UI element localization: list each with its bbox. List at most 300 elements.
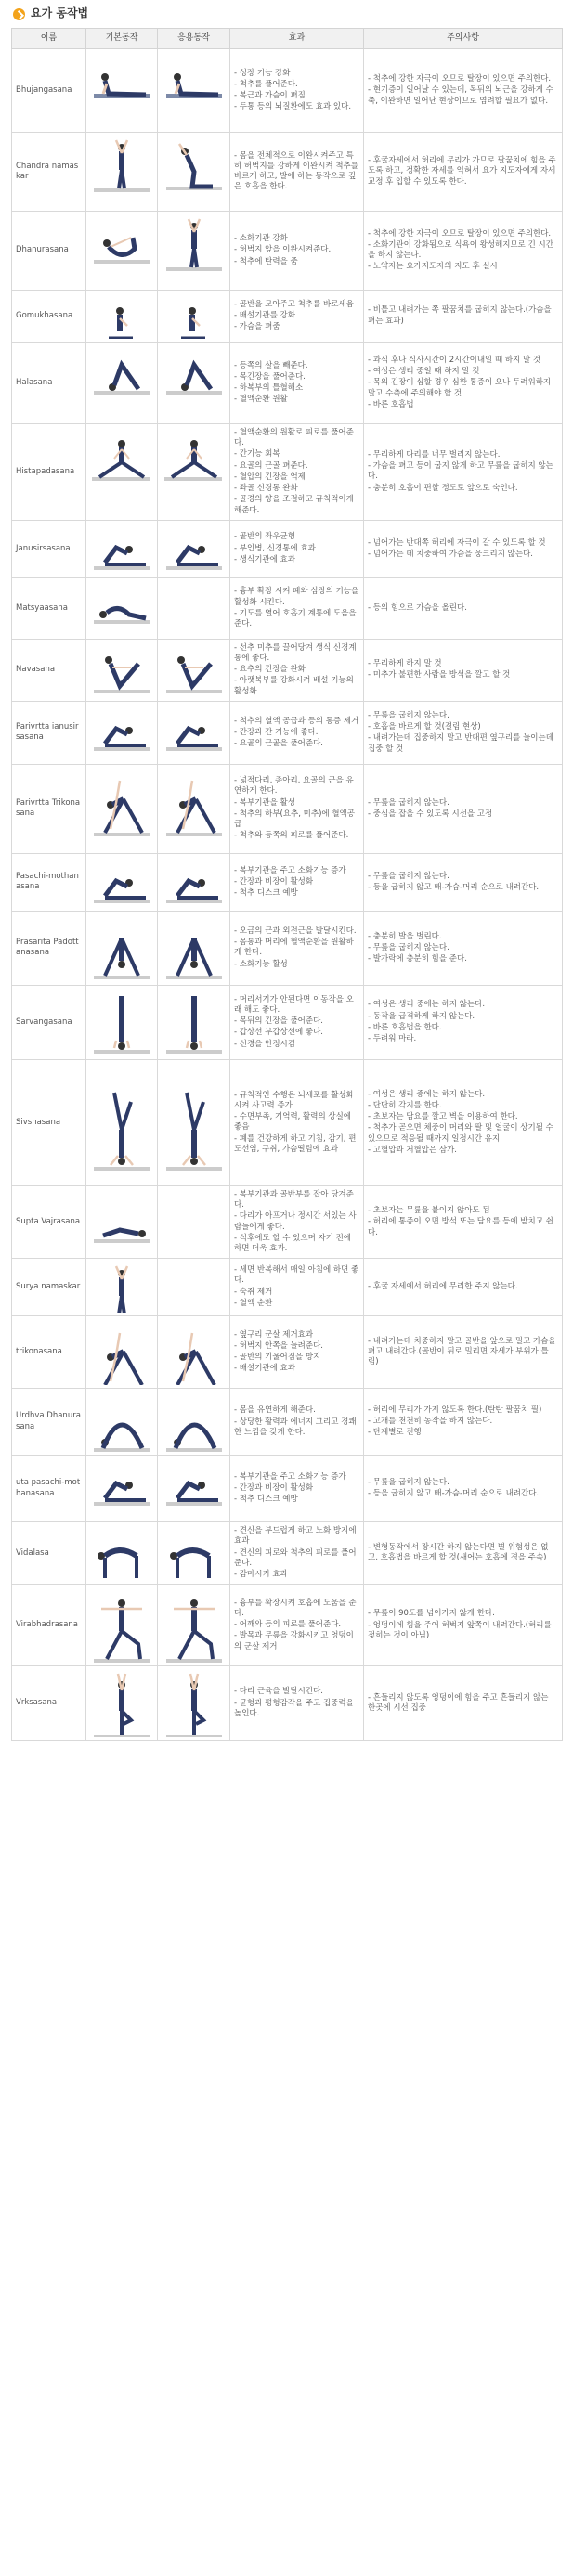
effect-item: - 골반을 모아주고 척추를 바로세움 <box>234 299 354 309</box>
cautions-cell <box>364 639 563 701</box>
basic-pose-cell <box>86 49 158 133</box>
basic-pose-figure <box>88 643 155 696</box>
table-row <box>12 911 563 985</box>
caution-item: - 허리에 무리가 가지 않도록 한다.(탄탄 팔꿈치 필) <box>368 1405 542 1415</box>
basic-pose-cell <box>86 764 158 853</box>
effects-cell <box>230 212 364 291</box>
table-row <box>12 1316 563 1389</box>
cautions-cell <box>364 49 563 133</box>
caution-item: - 비틀고 내려가는 쪽 팔꿈치를 굽히지 않는다.(가슴을 펴는 효과) <box>368 305 552 326</box>
basic-pose-figure <box>88 1320 155 1385</box>
table-row <box>12 424 563 521</box>
table-row <box>12 133 563 212</box>
table-row <box>12 343 563 424</box>
pose-name: Gomukhasana <box>12 291 86 343</box>
basic-pose-figure <box>88 1588 155 1663</box>
effects-cell <box>230 520 364 577</box>
table-row <box>12 1059 563 1185</box>
effects-cell <box>230 1316 364 1389</box>
basic-pose-figure <box>88 215 155 287</box>
caution-item: - 여성은 생리 중에는 하지 않는다. <box>368 1089 486 1099</box>
effects-cell <box>230 1185 364 1258</box>
basic-pose-cell <box>86 1259 158 1316</box>
applied-pose-cell <box>158 343 230 424</box>
caution-item: - 허리에 통증이 오면 방석 또는 담요를 등에 받치고 쉰다. <box>368 1217 553 1237</box>
basic-pose-figure <box>88 1670 155 1737</box>
effect-item: - 척추에 탄력을 줌 <box>234 256 298 266</box>
table-row <box>12 853 563 911</box>
effect-item: - 오금의 근과 외전근을 발달시킨다. <box>234 926 357 936</box>
effects-cell <box>230 701 364 764</box>
applied-pose-cell <box>158 291 230 343</box>
effects-cell <box>230 1585 364 1666</box>
pose-name: Supta Vajrasana <box>12 1185 86 1258</box>
effect-item: - 척추 디스크 예방 <box>234 887 298 898</box>
caution-item: - 충분히 호흡이 편할 정도로 앞으로 숙인다. <box>368 483 518 493</box>
pose-name: Halasana <box>12 343 86 424</box>
effects-cell <box>230 985 364 1059</box>
applied-pose-figure <box>161 53 228 129</box>
basic-pose-figure <box>88 1459 155 1519</box>
header-cautions: 주의사항 <box>364 29 563 49</box>
effect-item: - 골반의 기울어짐을 방지 <box>234 1353 321 1363</box>
applied-pose-figure <box>161 346 228 421</box>
effects-cell <box>230 1666 364 1741</box>
effects-cell <box>230 1259 364 1316</box>
effect-item: - 식후에도 할 수 있으며 자기 전에 하면 더욱 효과. <box>234 1233 352 1253</box>
cautions-cell <box>364 764 563 853</box>
caution-item: - 척추에 강한 자극이 오므로 탈장이 있으면 주의한다. <box>368 228 552 239</box>
caution-item: - 여성은 생리 중일 때 하지 말 것 <box>368 367 480 377</box>
basic-pose-cell <box>86 853 158 911</box>
cautions-cell <box>364 520 563 577</box>
caution-item: - 단단히 각지를 한다. <box>368 1100 442 1110</box>
effect-item: - 신경을 안정시킴 <box>234 1039 295 1049</box>
table-row <box>12 520 563 577</box>
effect-item: - 소화기능 활성 <box>234 959 288 969</box>
caution-item: - 무리하게 하지 말 것 <box>368 659 442 669</box>
caution-item: - 무릎을 굽히지 않는다. <box>368 710 449 720</box>
cautions-cell <box>364 1316 563 1389</box>
effect-item: - 몸통과 머리에 혈액순환을 원활하게 한다. <box>234 938 354 958</box>
effect-item: - 다리 근육을 발달시킨다. <box>234 1687 323 1697</box>
table-row <box>12 291 563 343</box>
table-row <box>12 639 563 701</box>
effect-item: - 혈액순환 원활 <box>234 395 288 405</box>
effect-item: - 배설기관를 강화 <box>234 310 295 320</box>
applied-pose-figure <box>161 1320 228 1385</box>
effect-item: - 생식기관에 효과 <box>234 554 295 564</box>
applied-pose-figure <box>161 1392 228 1452</box>
applied-pose-figure <box>161 524 228 574</box>
basic-pose-figure <box>88 431 155 512</box>
pose-name: Surya namaskar <box>12 1259 86 1316</box>
caution-item: - 무릎을 굽히지 않는다. <box>368 871 449 881</box>
effect-item: - 숙취 제거 <box>234 1287 273 1297</box>
basic-pose-cell <box>86 639 158 701</box>
effect-item: - 기도를 열어 호흡기 계통에 도움을 준다. <box>234 608 357 628</box>
effect-item: - 혈압의 긴장을 억제 <box>234 472 306 482</box>
effects-cell <box>230 343 364 424</box>
pose-name: Sarvangasana <box>12 985 86 1059</box>
caution-item: - 노약자는 요가지도자의 지도 후 실시 <box>368 262 498 272</box>
applied-pose-cell <box>158 1185 230 1258</box>
cautions-cell <box>364 1522 563 1585</box>
applied-pose-cell <box>158 701 230 764</box>
effect-item: - 혈액순환의 원활로 피로를 풀어준다. <box>234 428 354 448</box>
yoga-pose-table <box>11 28 563 1741</box>
caution-item: - 흔들리지 않도록 엉덩이에 힘을 주고 흔들리지 않는 한곳에 시선 집중 <box>368 1692 549 1713</box>
effect-item: - 목긴장을 풀어준다. <box>234 371 306 382</box>
pose-name: Janusirsasana <box>12 520 86 577</box>
effect-item: - 복부기관을 활성 <box>234 797 295 808</box>
effect-item: - 요추의 긴장을 완화 <box>234 665 306 675</box>
effect-item: - 넓적다리, 종아리, 요골의 근을 유연하게 한다. <box>234 776 354 796</box>
caution-item: - 여성은 생리 중에는 하지 않는다. <box>368 1000 486 1010</box>
basic-pose-cell <box>86 133 158 212</box>
effect-item: - 두통 등의 뇌질환에도 효과 있다. <box>234 102 352 112</box>
applied-pose-figure <box>161 136 228 208</box>
caution-item: - 목의 긴장이 심할 경우 심한 통증이 오나 두려워하지 말고 수축에 주의해야 할 것 <box>368 378 552 398</box>
basic-pose-figure <box>88 1262 155 1313</box>
effect-item: - 척추 디스크 예방 <box>234 1495 298 1505</box>
table-header-row <box>12 29 563 49</box>
pose-name: Sivshasana <box>12 1059 86 1185</box>
caution-item: - 동작을 급격하게 하지 않는다. <box>368 1011 475 1021</box>
applied-pose-figure <box>161 1528 228 1578</box>
effect-item: - 세면 반복해서 매일 아침에 하면 좋다. <box>234 1265 359 1286</box>
table-row <box>12 1585 563 1666</box>
effects-cell <box>230 1059 364 1185</box>
effect-item: - 복부기관을 주고 소화기능 증가 <box>234 865 346 875</box>
check-bullet-icon <box>13 8 25 20</box>
pose-name: Parivrtta Trikonasana <box>12 764 86 853</box>
table-row <box>12 49 563 133</box>
effect-item: - 척추를 풀어준다. <box>234 79 298 89</box>
cautions-cell <box>364 1185 563 1258</box>
applied-pose-figure <box>161 857 228 907</box>
applied-pose-figure <box>161 914 228 981</box>
effect-item: - 허벅지 앞을 이완시켜준다. <box>234 245 332 255</box>
applied-pose-cell <box>158 764 230 853</box>
effect-item: - 가슴을 펴줌 <box>234 322 280 332</box>
effect-item: - 어깨와 등의 피로를 풀어준다. <box>234 1620 342 1630</box>
table-row <box>12 1666 563 1741</box>
effect-item: - 수면부족, 기억력, 활력의 상실에 좋음 <box>234 1112 352 1133</box>
pose-name: Vrksasana <box>12 1666 86 1741</box>
effect-item: - 선추 미추를 끌어당겨 생식 신경계통에 좋다. <box>234 642 357 663</box>
effect-item: - 발목과 무릎을 강화시키고 엉덩이의 군살 제거 <box>234 1631 354 1651</box>
caution-item: - 초보자는 담요를 깔고 벽을 이용하여 한다. <box>368 1112 518 1122</box>
basic-pose-figure <box>88 346 155 421</box>
basic-pose-figure <box>88 989 155 1055</box>
basic-pose-cell <box>86 1389 158 1456</box>
caution-item: - 변형동작에서 장시간 하지 않는다면 별 위험성은 없고, 호흡법을 바르게 할 것(새어는 호흡에 경을 주속) <box>368 1542 549 1563</box>
table-row <box>12 1522 563 1585</box>
caution-item: - 초보자는 무릎을 붙이지 않아도 됨 <box>368 1206 490 1216</box>
effect-item: - 복부기관을 주고 소화기능 증가 <box>234 1471 346 1482</box>
pose-name: Navasana <box>12 639 86 701</box>
effect-item: - 흉부 확장 시켜 폐와 심장의 기능을 활성화 시킨다. <box>234 587 359 607</box>
basic-pose-figure <box>88 705 155 760</box>
cautions-cell <box>364 424 563 521</box>
caution-item: - 등의 힘으로 가슴을 올린다. <box>368 602 467 613</box>
effect-item: - 상당한 활력과 에너지 그리고 경쾌한 느낌을 갖게 한다. <box>234 1417 357 1437</box>
effect-item: - 규칙적인 수행은 뇌세포를 활성화시켜 사고력 증가 <box>234 1090 354 1110</box>
basic-pose-cell <box>86 1666 158 1741</box>
cautions-cell <box>364 133 563 212</box>
cautions-cell <box>364 911 563 985</box>
effect-item: - 척추와 등쪽의 피로를 풀어준다. <box>234 831 349 841</box>
pose-name: Prasarita Padottanasana <box>12 911 86 985</box>
applied-pose-cell <box>158 1585 230 1666</box>
caution-item: - 가슴을 펴고 등이 굽지 않게 하고 무릎을 굽히지 않는다. <box>368 461 553 482</box>
effect-item: - 부인병, 신경통에 효과 <box>234 543 316 553</box>
caution-item: - 넘어가는 데 치중하여 가슴을 웅크리지 않는다. <box>368 549 533 559</box>
header-basic-pose: 기본동작 <box>86 29 158 49</box>
effect-item: - 다리가 아프거나 정시간 서있는 사람들에게 좋다. <box>234 1211 357 1232</box>
cautions-cell <box>364 1259 563 1316</box>
applied-pose-cell <box>158 1059 230 1185</box>
effect-item: - 몸을 유연하게 해준다. <box>234 1405 316 1416</box>
basic-pose-figure <box>88 1193 155 1252</box>
applied-pose-cell <box>158 985 230 1059</box>
basic-pose-cell <box>86 1059 158 1185</box>
effect-item: - 흉부를 확장시켜 호흡에 도움을 준다. <box>234 1598 357 1618</box>
basic-pose-figure <box>88 136 155 208</box>
basic-pose-cell <box>86 212 158 291</box>
effect-item: - 골경의 양을 조절하고 규칙적이게 해준다. <box>234 495 354 515</box>
cautions-cell <box>364 1059 563 1185</box>
table-row <box>12 577 563 639</box>
basic-pose-cell <box>86 1585 158 1666</box>
cautions-cell <box>364 1456 563 1522</box>
effects-cell <box>230 911 364 985</box>
caution-item: - 척추가 곧으면 체중이 머리와 팔 및 얼굴이 상기될 수 있으므로 적응될 때까지 일정시간 유지 <box>368 1123 553 1144</box>
effect-item: - 요골의 근골을 풀어준다. <box>234 738 323 748</box>
effect-item: - 성장 기능 강화 <box>234 68 291 78</box>
effect-item: - 간장과 비장이 활성화 <box>234 1483 314 1494</box>
caution-item: - 소화기관이 강화됨으로 식욕이 왕성해지므로 긴 시간을 하지 않는다. <box>368 239 553 260</box>
effects-cell <box>230 639 364 701</box>
effect-item: - 혈액 순환 <box>234 1298 273 1308</box>
basic-pose-cell <box>86 424 158 521</box>
effects-cell <box>230 577 364 639</box>
effects-cell <box>230 291 364 343</box>
basic-pose-cell <box>86 577 158 639</box>
pose-name: Matsyaasana <box>12 577 86 639</box>
applied-pose-cell <box>158 520 230 577</box>
caution-item: - 넘어가는 반대쪽 허리에 자극이 갈 수 있도록 할 것 <box>368 537 546 548</box>
effect-item: - 척추의 혈액 공급과 등의 통증 제거 <box>234 716 359 726</box>
applied-pose-cell <box>158 1456 230 1522</box>
basic-pose-figure <box>88 294 155 339</box>
pose-name: trikonasana <box>12 1316 86 1389</box>
header-effects: 효과 <box>230 29 364 49</box>
basic-pose-figure <box>88 581 155 635</box>
applied-pose-figure <box>161 1670 228 1737</box>
caution-item: - 미추가 불편한 사람을 방석을 깔고 할 것 <box>368 670 511 680</box>
basic-pose-figure <box>88 768 155 849</box>
table-row <box>12 701 563 764</box>
applied-pose-cell <box>158 577 230 639</box>
caution-item: - 무릎을 굽히지 않는다. <box>368 1477 449 1487</box>
caution-item: - 내려가는데 집중하지 말고 반대편 옆구리를 늘이는데 집중 할 것 <box>368 733 553 754</box>
pose-name: Bhujangasana <box>12 49 86 133</box>
caution-item: - 발가락에 충분히 힘을 준다. <box>368 953 467 964</box>
caution-item: - 무리하게 다리를 너무 벌리지 않는다. <box>368 449 501 460</box>
pose-name: Dhanurasana <box>12 212 86 291</box>
basic-pose-cell <box>86 343 158 424</box>
caution-item: - 엉덩이에 힘을 주어 허벅지 앞쪽이 내려간다.(허리를 젖히는 것이 아님) <box>368 1620 552 1640</box>
caution-item: - 무릎을 굽히지 않는다. <box>368 797 449 808</box>
basic-pose-cell <box>86 1522 158 1585</box>
effects-cell <box>230 424 364 521</box>
applied-pose-cell <box>158 212 230 291</box>
caution-item: - 바른 호흡법 <box>368 399 414 409</box>
cautions-cell <box>364 291 563 343</box>
effect-item: - 척추의 하부(요추, 미추)에 혈액공급 <box>234 809 355 830</box>
cautions-cell <box>364 1666 563 1741</box>
caution-item: - 등을 굽히지 않고 배-가슴-머리 순으로 내려간다. <box>368 882 540 892</box>
table-row <box>12 1389 563 1456</box>
effects-cell <box>230 1456 364 1522</box>
caution-item: - 고혈압과 저혈압은 삼가. <box>368 1145 457 1155</box>
basic-pose-cell <box>86 520 158 577</box>
applied-pose-cell <box>158 49 230 133</box>
table-row <box>12 1185 563 1258</box>
caution-item: - 현기증이 일어날 수 있는데, 목뒤의 뇌근을 강하게 수축, 이완하면 일어난 현상이므로 염려할 필요가 없다. <box>368 85 553 106</box>
basic-pose-cell <box>86 291 158 343</box>
table-row <box>12 212 563 291</box>
pose-name: Pasachi-mothanasana <box>12 853 86 911</box>
effect-item: - 복근과 가슴이 펴짐 <box>234 91 306 100</box>
basic-pose-figure <box>88 1528 155 1578</box>
applied-pose-cell <box>158 911 230 985</box>
effect-item: - 하복부의 틀혈해소 <box>234 383 304 393</box>
caution-item: - 무릎이 90도를 넘어가지 않게 한다. <box>368 1609 495 1619</box>
basic-pose-figure <box>88 1392 155 1452</box>
applied-pose-figure <box>161 768 228 849</box>
effect-item: - 요골의 근골 펴준다. <box>234 460 308 471</box>
effects-cell <box>230 49 364 133</box>
caution-item: - 후굴 자세에서 허리에 무리한 주지 않는다. <box>368 1282 518 1292</box>
pose-name: Histapadasana <box>12 424 86 521</box>
effect-item: - 견신의 피로와 척추의 피로를 풀어준다. <box>234 1547 357 1568</box>
caution-item: - 바른 호흡법을 한다. <box>368 1022 442 1032</box>
applied-pose-cell <box>158 1316 230 1389</box>
effect-item: - 등쪽의 살을 빼준다. <box>234 360 308 370</box>
applied-pose-figure <box>161 1074 228 1171</box>
effect-item: - 균형과 평형감각을 주고 집중력을 높인다. <box>234 1698 354 1718</box>
pose-name: uta pasachi-mothanasana <box>12 1456 86 1522</box>
applied-pose-figure <box>161 989 228 1055</box>
applied-pose-cell <box>158 1259 230 1316</box>
basic-pose-cell <box>86 1316 158 1389</box>
effect-item: - 간장과 비장이 활성화 <box>234 876 314 887</box>
basic-pose-figure <box>88 1074 155 1171</box>
table-row <box>12 764 563 853</box>
basic-pose-cell <box>86 701 158 764</box>
caution-item: - 고개를 천천히 동작을 하지 않는다. <box>368 1417 493 1427</box>
effect-item: - 좌골 신경통 완화 <box>234 484 298 494</box>
pose-name: Urdhva Dhanurasana <box>12 1389 86 1456</box>
caution-item: - 척추에 강한 자극이 오므로 탈장이 있으면 주의한다. <box>368 74 552 84</box>
effects-cell <box>230 764 364 853</box>
table-row <box>12 1456 563 1522</box>
caution-item: - 중심을 잡을 수 있도록 시선을 고정 <box>368 809 493 819</box>
basic-pose-cell <box>86 985 158 1059</box>
cautions-cell <box>364 701 563 764</box>
basic-pose-cell <box>86 1185 158 1258</box>
cautions-cell <box>364 343 563 424</box>
applied-pose-figure <box>161 215 228 287</box>
cautions-cell <box>364 1585 563 1666</box>
applied-pose-cell <box>158 853 230 911</box>
effect-item: - 소화기관 강화 <box>234 234 288 244</box>
header-applied-pose: 응용동작 <box>158 29 230 49</box>
cautions-cell <box>364 212 563 291</box>
effect-item: - 목뒤의 긴장을 풀어준다. <box>234 1016 323 1027</box>
applied-pose-figure <box>161 431 228 512</box>
effects-cell <box>230 853 364 911</box>
basic-pose-figure <box>88 914 155 981</box>
effect-item: - 옆구리 군살 제거효과 <box>234 1329 314 1340</box>
page-title: 요가 동작법 <box>31 6 89 20</box>
applied-pose-figure <box>161 1459 228 1519</box>
effect-item: - 배설기관에 효과 <box>234 1364 295 1374</box>
caution-item: - 두려워 마라. <box>368 1034 417 1044</box>
applied-pose-cell <box>158 1522 230 1585</box>
cautions-cell <box>364 1389 563 1456</box>
table-row <box>12 985 563 1059</box>
applied-pose-figure <box>161 705 228 760</box>
table-row <box>12 1259 563 1316</box>
basic-pose-cell <box>86 911 158 985</box>
applied-pose-cell <box>158 1389 230 1456</box>
caution-item: - 내려가는데 치중하지 말고 골반을 앞으로 밀고 가슴을 펴고 내려간다.(골반이 뒤로 밀리면 자세가 부위가 틀림) <box>368 1336 556 1367</box>
applied-pose-figure <box>161 1588 228 1663</box>
applied-pose-cell <box>158 639 230 701</box>
effect-item: - 몸을 전체적으로 이완시켜주고 특히 허벅지를 강하게 이완시켜 척추를 바르게 하고, 발에 하는 동작으로 깊은 호흡을 한다. <box>234 150 358 192</box>
effect-item: - 머리서기가 안된다면 이동작을 오래 해도 좋다. <box>234 994 354 1016</box>
effect-item: - 복부기관과 골반부를 잡아 당겨준다. <box>234 1189 354 1210</box>
applied-pose-figure <box>161 294 228 339</box>
applied-pose-cell <box>158 1666 230 1741</box>
effects-cell <box>230 1389 364 1456</box>
effects-cell <box>230 133 364 212</box>
basic-pose-cell <box>86 1456 158 1522</box>
applied-pose-cell <box>158 133 230 212</box>
basic-pose-figure <box>88 857 155 907</box>
applied-pose-cell <box>158 424 230 521</box>
applied-pose-figure <box>161 643 228 696</box>
basic-pose-figure <box>88 524 155 574</box>
effect-item: - 간장과 간 기능에 좋다. <box>234 727 319 737</box>
effect-item: - 폐를 건강하게 하고 기침, 감기, 편도선염, 구취, 가슴떨림에 효과 <box>234 1133 357 1154</box>
caution-item: - 무릎을 굽히지 않는다. <box>368 942 449 952</box>
effect-item: - 갑상선 부갑상선에 좋다. <box>234 1028 323 1038</box>
effect-item: - 골반의 좌우균형 <box>234 532 295 542</box>
effect-item: - 간기능 회복 <box>234 449 280 460</box>
header-name: 이름 <box>12 29 86 49</box>
caution-item: - 단계별로 진행 <box>368 1428 422 1438</box>
caution-item: - 등을 굽히지 않고 배-가슴-머리 순으로 내려간다. <box>368 1489 540 1499</box>
caution-item: - 충분히 발을 벌린다. <box>368 931 442 941</box>
effect-item: - 견신을 부드럽게 하고 노화 방지에 효과 <box>234 1526 357 1547</box>
effect-item: - 허벅지 안쪽을 늘려준다. <box>234 1340 323 1351</box>
pose-name: Chandra namaskar <box>12 133 86 212</box>
